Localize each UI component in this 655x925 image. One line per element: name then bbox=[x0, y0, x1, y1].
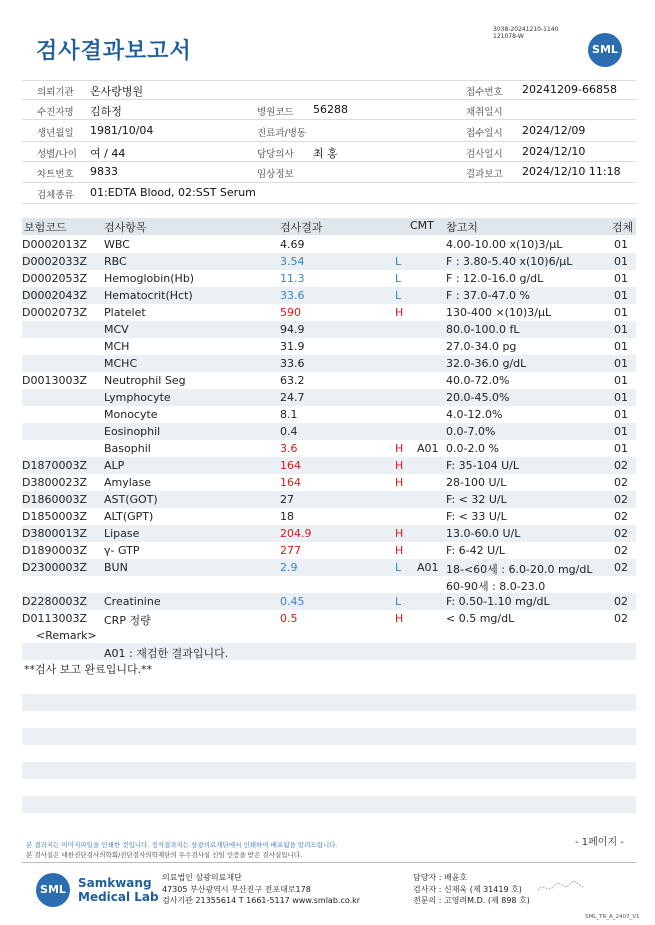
cmt-cell: A01 bbox=[417, 561, 439, 574]
doctor-value: 최 홍 bbox=[313, 147, 338, 160]
table-row bbox=[22, 236, 636, 253]
item-cell: Hemoglobin(Hb) bbox=[104, 272, 195, 285]
table-row bbox=[22, 423, 636, 440]
flag-cell: H bbox=[395, 544, 404, 557]
result-cell: 18 bbox=[280, 510, 294, 523]
table-row bbox=[22, 474, 636, 491]
ref-cell: 18-<60세 : 6.0-20.0 mg/dL bbox=[446, 563, 593, 576]
form-code: SML_TR_A_2407_V1 bbox=[585, 914, 640, 920]
ref-cell: F: < 32 U/L bbox=[446, 493, 507, 506]
flag-cell: H bbox=[395, 459, 404, 472]
result-cell: 94.9 bbox=[280, 323, 305, 336]
page-number: - 1페이지 - bbox=[575, 837, 624, 848]
footer-examiner: 검사자 : 신재욱 (제 31419 호) bbox=[413, 885, 522, 894]
item-cell: Basophil bbox=[104, 442, 151, 455]
item-cell: γ- GTP bbox=[104, 544, 140, 557]
result-cell: 27 bbox=[280, 493, 294, 506]
result-cell: 164 bbox=[280, 459, 301, 472]
table-row bbox=[22, 440, 636, 457]
code-cell: D0002033Z bbox=[22, 255, 87, 268]
result-cell: 590 bbox=[280, 306, 301, 319]
table-row bbox=[22, 610, 636, 627]
ref-cell: F : 12.0-16.0 g/dL bbox=[446, 272, 544, 285]
specimen-cell: 01 bbox=[614, 306, 628, 319]
specimen-value: 01:EDTA Blood, 02:SST Serum bbox=[90, 186, 256, 199]
specimen-cell: 02 bbox=[614, 527, 628, 540]
specimen-cell: 01 bbox=[614, 289, 628, 302]
item-cell: ALP bbox=[104, 459, 125, 472]
code-cell: D2280003Z bbox=[22, 595, 87, 608]
ref-cell: 32.0-36.0 g/dL bbox=[446, 357, 527, 370]
specimen-cell: 02 bbox=[614, 476, 628, 489]
specimen-label: 검체종류 bbox=[37, 190, 74, 201]
notice-line: 본 결과지는 이미지파일을 인쇄한 것입니다. 정식결과지는 삼광의료재단에서 인쇄하여 배포됨을 알려드립니다. bbox=[26, 841, 338, 849]
table-row bbox=[22, 372, 636, 389]
specimen-cell: 02 bbox=[614, 612, 628, 625]
table-row bbox=[22, 525, 636, 542]
item-cell: Lymphocyte bbox=[104, 391, 171, 404]
report-complete: **검사 보고 완료입니다.** bbox=[24, 663, 153, 676]
result-cell: 11.3 bbox=[280, 272, 305, 285]
code-cell: D2300003Z bbox=[22, 561, 87, 574]
ref-cell: 0.0-2.0 % bbox=[446, 442, 499, 455]
ref-cell: F : 37.0-47.0 % bbox=[446, 289, 530, 302]
code-cell: D0113003Z bbox=[22, 612, 87, 625]
table-row bbox=[22, 457, 636, 474]
item-cell: Monocyte bbox=[104, 408, 158, 421]
flag-cell: L bbox=[395, 289, 402, 302]
table-row bbox=[22, 406, 636, 423]
blank-row bbox=[22, 728, 636, 745]
table-row bbox=[22, 287, 636, 304]
item-cell: Amylase bbox=[104, 476, 152, 489]
specimen-cell: 02 bbox=[614, 595, 628, 608]
signature-icon bbox=[536, 880, 586, 896]
item-cell: Platelet bbox=[104, 306, 146, 319]
brand-name: Samkwang Medical Lab bbox=[78, 876, 159, 904]
header-item: 검사항목 bbox=[104, 221, 147, 234]
receipt-no-value: 20241209-66858 bbox=[522, 83, 617, 96]
chart-label: 차트번호 bbox=[37, 169, 74, 180]
table-row bbox=[22, 576, 636, 593]
blank-row bbox=[22, 694, 636, 711]
flag-cell: L bbox=[395, 272, 402, 285]
ref-cell: 13.0-60.0 U/L bbox=[446, 527, 521, 540]
blank-row bbox=[22, 796, 636, 813]
item-cell: MCHC bbox=[104, 357, 138, 370]
ref-cell: 4.0-12.0% bbox=[446, 408, 503, 421]
divider bbox=[22, 119, 636, 120]
sml-logo: SML bbox=[588, 33, 622, 67]
specimen-cell: 02 bbox=[614, 493, 628, 506]
result-cell: 0.45 bbox=[280, 595, 305, 608]
result-cell: 0.4 bbox=[280, 425, 298, 438]
flag-cell: L bbox=[395, 255, 402, 268]
test-date-label: 검사일시 bbox=[466, 149, 503, 160]
item-cell: Lipase bbox=[104, 527, 140, 540]
hospital-label: 의뢰기관 bbox=[37, 87, 74, 98]
code-cell: D0013003Z bbox=[22, 374, 87, 387]
ref-cell: 40.0-72.0% bbox=[446, 374, 510, 387]
code-cell: D1870003Z bbox=[22, 459, 87, 472]
patient-label: 수진자명 bbox=[37, 107, 74, 118]
result-cell: 4.69 bbox=[280, 238, 305, 251]
table-row bbox=[22, 389, 636, 406]
item-cell: RBC bbox=[104, 255, 127, 268]
result-cell: 204.9 bbox=[280, 527, 312, 540]
specimen-cell: 01 bbox=[614, 238, 628, 251]
specimen-cell: 02 bbox=[614, 459, 628, 472]
dept-label: 진료과/병동 bbox=[257, 128, 307, 139]
specimen-cell: 02 bbox=[614, 510, 628, 523]
item-cell: ALT(GPT) bbox=[104, 510, 154, 523]
ref-cell: 4.00-10.00 x(10)3/μL bbox=[446, 238, 563, 251]
code-cell: D3800023Z bbox=[22, 476, 87, 489]
result-cell: 33.6 bbox=[280, 357, 305, 370]
table-row bbox=[22, 542, 636, 559]
result-cell: 164 bbox=[280, 476, 301, 489]
ref-cell: 28-100 U/L bbox=[446, 476, 507, 489]
table-row bbox=[22, 559, 636, 576]
item-cell: AST(GOT) bbox=[104, 493, 158, 506]
result-cell: 3.54 bbox=[280, 255, 305, 268]
footer-staff: 담당자 : 배윤호 bbox=[413, 873, 468, 882]
footer-contact: 검사기관 21355614 T 1661-5117 www.smlab.co.kr bbox=[162, 896, 361, 905]
cmt-cell: A01 bbox=[417, 442, 439, 455]
specimen-cell: 02 bbox=[614, 561, 628, 574]
sex-age-value: 여 / 44 bbox=[90, 147, 126, 160]
item-cell: Neutrophil Seg bbox=[104, 374, 186, 387]
flag-cell: L bbox=[395, 595, 402, 608]
code-cell: D0002053Z bbox=[22, 272, 87, 285]
flag-cell: L bbox=[395, 561, 402, 574]
header-result: 검사결과 bbox=[280, 221, 323, 234]
divider bbox=[22, 99, 636, 100]
result-cell: 8.1 bbox=[280, 408, 298, 421]
flag-cell: H bbox=[395, 442, 404, 455]
ref-cell: F : 3.80-5.40 x(10)6/μL bbox=[446, 255, 573, 268]
table-row bbox=[22, 270, 636, 287]
table-row bbox=[22, 338, 636, 355]
test-date-value: 2024/12/10 bbox=[522, 145, 586, 158]
divider bbox=[22, 161, 636, 162]
chart-value: 9833 bbox=[90, 165, 118, 178]
result-cell: 31.9 bbox=[280, 340, 305, 353]
header-ref: 참고치 bbox=[446, 221, 478, 234]
ref-cell: 0.0-7.0% bbox=[446, 425, 496, 438]
specimen-cell: 02 bbox=[614, 544, 628, 557]
sex-age-label: 성별/나이 bbox=[37, 149, 77, 160]
ref-cell: < 0.5 mg/dL bbox=[446, 612, 515, 625]
ref-cell: 60-90세 : 8.0-23.0 bbox=[446, 580, 546, 593]
report-label: 결과보고 bbox=[466, 169, 503, 180]
ref-cell: F: < 33 U/L bbox=[446, 510, 507, 523]
divider bbox=[22, 141, 636, 142]
remark-text: A01 : 재검한 결과입니다. bbox=[104, 647, 229, 660]
specimen-cell: 01 bbox=[614, 391, 628, 404]
code-cell: D1890003Z bbox=[22, 544, 87, 557]
result-cell: 63.2 bbox=[280, 374, 305, 387]
hospital-value: 온사랑병원 bbox=[90, 85, 144, 98]
table-row bbox=[22, 355, 636, 372]
hosp-code-label: 병원코드 bbox=[257, 107, 294, 118]
clinical-label: 임상정보 bbox=[257, 169, 294, 180]
receipt-no-label: 접수번호 bbox=[466, 87, 503, 98]
flag-cell: H bbox=[395, 612, 404, 625]
header-cmt: CMT bbox=[410, 219, 434, 232]
receipt-date-label: 접수일시 bbox=[466, 128, 503, 139]
remark-label: <Remark> bbox=[36, 629, 97, 642]
item-cell: WBC bbox=[104, 238, 130, 251]
footer-specialist: 전문의 : 고영려M.D. (제 898 호) bbox=[413, 896, 530, 905]
specimen-cell: 01 bbox=[614, 255, 628, 268]
table-row bbox=[22, 508, 636, 525]
specimen-cell: 01 bbox=[614, 425, 628, 438]
ref-cell: 27.0-34.0 pg bbox=[446, 340, 517, 353]
divider bbox=[22, 80, 636, 81]
ref-cell: F: 6-42 U/L bbox=[446, 544, 506, 557]
collect-label: 채취일시 bbox=[466, 107, 503, 118]
report-value: 2024/12/10 11:18 bbox=[522, 165, 621, 178]
flag-cell: H bbox=[395, 306, 404, 319]
item-cell: MCH bbox=[104, 340, 130, 353]
table-row bbox=[22, 593, 636, 610]
code-cell: D3800013Z bbox=[22, 527, 87, 540]
specimen-cell: 01 bbox=[614, 374, 628, 387]
sml-logo: SML bbox=[36, 873, 70, 907]
specimen-cell: 01 bbox=[614, 340, 628, 353]
flag-cell: H bbox=[395, 527, 404, 540]
notice-line: 본 검사실은 대한진단검사의학회/진단검사의학재단의 우수검사실 신임 인증을 받은 검사실입니다. bbox=[26, 851, 303, 859]
specimen-cell: 01 bbox=[614, 357, 628, 370]
item-cell: Eosinophil bbox=[104, 425, 161, 438]
specimen-cell: 01 bbox=[614, 442, 628, 455]
footer-org: 의료법인 삼광의료재단 bbox=[162, 873, 242, 882]
code-cell: D1850003Z bbox=[22, 510, 87, 523]
hosp-code-value: 56288 bbox=[313, 103, 348, 116]
divider bbox=[22, 203, 636, 204]
item-cell: BUN bbox=[104, 561, 128, 574]
table-row bbox=[22, 304, 636, 321]
code-cell: D0002073Z bbox=[22, 306, 87, 319]
doctor-label: 담당의사 bbox=[257, 149, 294, 160]
blank-row bbox=[22, 762, 636, 779]
divider bbox=[22, 862, 636, 863]
ref-cell: 80.0-100.0 fL bbox=[446, 323, 520, 336]
footer-address: 47305 부산광역시 부산진구 전포대로178 bbox=[162, 885, 311, 894]
ref-cell: 130-400 ×(10)3/μL bbox=[446, 306, 552, 319]
item-cell: Hematocrit(Hct) bbox=[104, 289, 193, 302]
specimen-cell: 01 bbox=[614, 272, 628, 285]
result-cell: 3.6 bbox=[280, 442, 298, 455]
item-cell: Creatinine bbox=[104, 595, 161, 608]
item-cell: MCV bbox=[104, 323, 129, 336]
divider bbox=[22, 182, 636, 183]
dob-label: 생년월일 bbox=[37, 128, 74, 139]
receipt-date-value: 2024/12/09 bbox=[522, 124, 586, 137]
dob-value: 1981/10/04 bbox=[90, 124, 154, 137]
item-cell: CRP 정량 bbox=[104, 614, 151, 627]
code-cell: D0002013Z bbox=[22, 238, 87, 251]
code-cell: D1860003Z bbox=[22, 493, 87, 506]
flag-cell: H bbox=[395, 476, 404, 489]
page-title: 검사결과보고서 bbox=[36, 39, 192, 64]
result-cell: 277 bbox=[280, 544, 301, 557]
header-specimen: 검체 bbox=[612, 221, 634, 234]
code-cell: D0002043Z bbox=[22, 289, 87, 302]
table-row bbox=[22, 491, 636, 508]
patient-value: 김하정 bbox=[90, 105, 122, 118]
header-code: 보험코드 bbox=[24, 221, 67, 234]
ref-cell: F: 35-104 U/L bbox=[446, 459, 520, 472]
result-cell: 24.7 bbox=[280, 391, 305, 404]
ref-cell: 20.0-45.0% bbox=[446, 391, 510, 404]
result-cell: 0.5 bbox=[280, 612, 298, 625]
specimen-cell: 01 bbox=[614, 323, 628, 336]
ref-cell: F: 0.50-1.10 mg/dL bbox=[446, 595, 550, 608]
specimen-cell: 01 bbox=[614, 408, 628, 421]
result-cell: 33.6 bbox=[280, 289, 305, 302]
table-row bbox=[22, 253, 636, 270]
result-cell: 2.9 bbox=[280, 561, 298, 574]
table-row bbox=[22, 321, 636, 338]
document-id: 3038-20241210-1140 121078-W bbox=[493, 26, 559, 40]
